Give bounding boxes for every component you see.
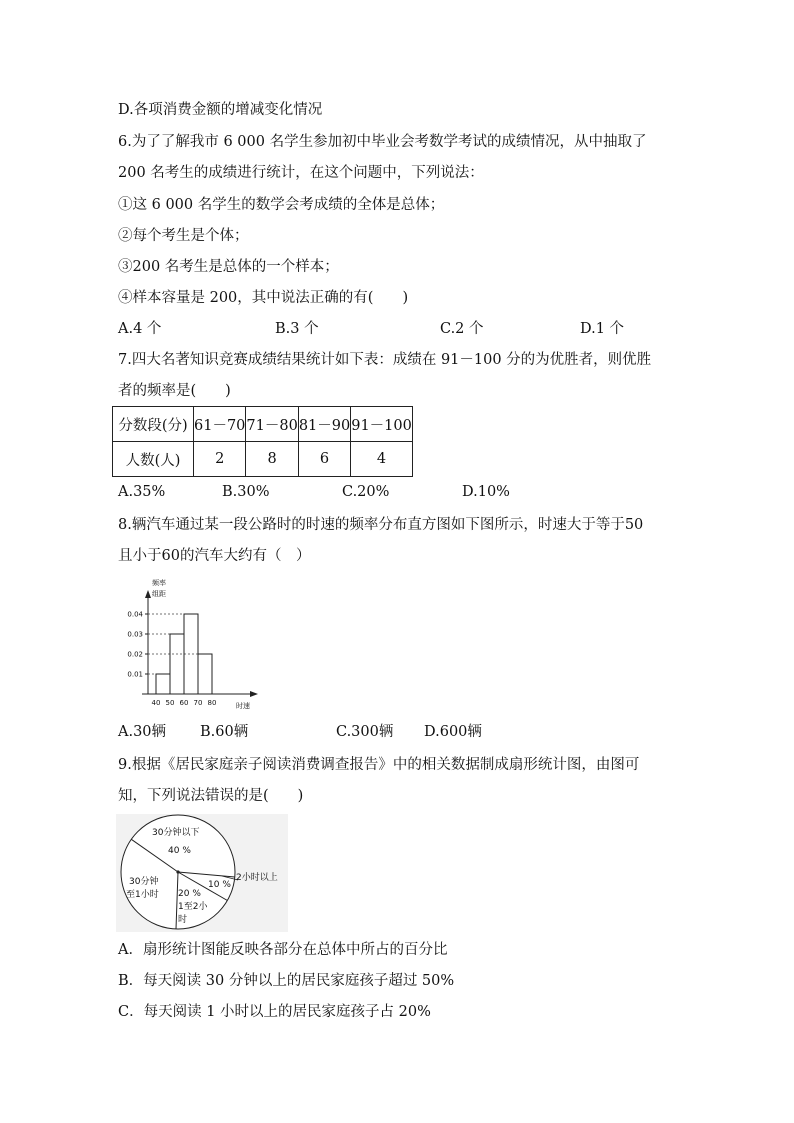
x-axis-arrow (250, 691, 258, 697)
y-tick-label: 0.02 (127, 650, 143, 659)
q7-stem-line1: 7.四大名著知识竞赛成绩结果统计如下表：成绩在 91－100 分的为优胜者，则优胜 (118, 352, 652, 368)
q8-option-b: B.60辆 (200, 724, 249, 740)
x-tick-label: 60 (179, 699, 189, 707)
q5-option-d: D.各项消费金额的增减变化情况 (118, 102, 323, 118)
q9-option-b: B．每天阅读 30 分钟以上的居民家庭孩子超过 50% (118, 973, 455, 989)
q7-option-c: C.20% (342, 484, 390, 500)
table-header-cell: 分数段(分) (113, 407, 194, 442)
q6-stem-line2: 200 名考生的成绩进行统计，在这个问题中，下列说法： (118, 165, 484, 181)
x-tick-label: 50 (165, 699, 175, 707)
q8-option-d: D.600辆 (424, 724, 482, 740)
slice-pct-20: 20 % (178, 889, 201, 899)
slice-pct-10: 10 % (208, 880, 231, 890)
y-tick-label: 0.01 (127, 670, 143, 679)
q8-option-a: A.30辆 (118, 724, 167, 740)
q6-option-d: D.1 个 (580, 321, 625, 337)
y-axis-label-bottom: 组距 (152, 590, 166, 598)
q9-option-a: A．扇形统计图能反映各部分在总体中所占的百分比 (118, 942, 448, 958)
table-header-cell: 91－100 (351, 407, 413, 442)
q8-histogram (118, 576, 268, 712)
table-cell: 8 (246, 442, 298, 477)
histogram-bar (198, 654, 212, 694)
table-cell: 6 (298, 442, 350, 477)
table-cell: 4 (351, 442, 413, 477)
table-header-cell: 61－70 (194, 407, 246, 442)
x-tick-label: 70 (193, 699, 203, 707)
x-tick-label: 80 (207, 699, 217, 707)
q9-stem-line1: 9.根据《居民家庭亲子阅读消费调查报告》中的相关数据制成扇形统计图，由图可 (118, 757, 640, 773)
x-tick-label: 40 (151, 699, 161, 707)
q6-option-b: B.3 个 (275, 321, 319, 337)
histogram-bar (156, 674, 170, 694)
q6-option-c: C.2 个 (440, 321, 484, 337)
slice-label-2h-above: 2小时以上 (236, 873, 278, 883)
table-row (113, 407, 413, 442)
y-tick-label: 0.04 (127, 610, 143, 619)
q8-stem-line2: 且小于60的汽车大约有（ ） (118, 548, 311, 564)
q7-score-table (112, 406, 413, 477)
slice-label-30min-below: 30分钟以下 (152, 828, 200, 838)
y-tick-label: 0.03 (127, 630, 143, 639)
q6-option-a: A.4 个 (118, 321, 162, 337)
y-axis-label-top: 频率 (152, 579, 166, 587)
pie-center-dot (176, 870, 179, 873)
table-cell: 人数(人) (113, 442, 194, 477)
q6-statement-3: ③200 名考生是总体的一个样本； (118, 259, 339, 275)
q8-option-c: C.300辆 (336, 724, 394, 740)
table-row (113, 442, 413, 477)
q8-stem-line1: 8.辆汽车通过某一段公路时的时速的频率分布直方图如下图所示，时速大于等于50 (118, 517, 644, 533)
q9-pie-chart (116, 814, 288, 932)
q6-stem-line1: 6.为了了解我市 6 000 名学生参加初中毕业会考数学考试的成绩情况，从中抽取了 (118, 134, 647, 150)
q9-stem-line2: 知，下列说法错误的是( ) (118, 788, 304, 804)
x-axis-label: 时速 (236, 702, 250, 710)
y-axis-arrow (145, 590, 151, 598)
q7-option-d: D.10% (462, 484, 510, 500)
q6-statement-1: ①这 6 000 名学生的数学会考成绩的全体是总体； (118, 197, 445, 213)
q6-statement-2: ②每个考生是个体； (118, 228, 249, 244)
q6-statement-4: ④样本容量是 200，其中说法正确的有( ) (118, 290, 409, 306)
q7-option-a: A.35% (118, 484, 166, 500)
q7-stem-line2: 者的频率是( ) (118, 383, 231, 399)
histogram-bar (184, 614, 198, 694)
table-header-cell: 81－90 (298, 407, 350, 442)
table-header-cell: 71－80 (246, 407, 298, 442)
histogram-bar (170, 634, 184, 694)
q7-option-b: B.30% (222, 484, 270, 500)
slice-pct-40: 40 % (168, 846, 191, 856)
table-cell: 2 (194, 442, 246, 477)
slice-label-30min-1h-l2: 至1小时 (126, 890, 159, 900)
slice-label-30min-1h-l1: 30分钟 (129, 877, 159, 887)
slice-label-1to2h-l2: 时 (178, 915, 188, 925)
q9-option-c: C．每天阅读 1 小时以上的居民家庭孩子占 20% (118, 1004, 431, 1020)
slice-label-1to2h-l1: 1至2小 (178, 902, 208, 912)
